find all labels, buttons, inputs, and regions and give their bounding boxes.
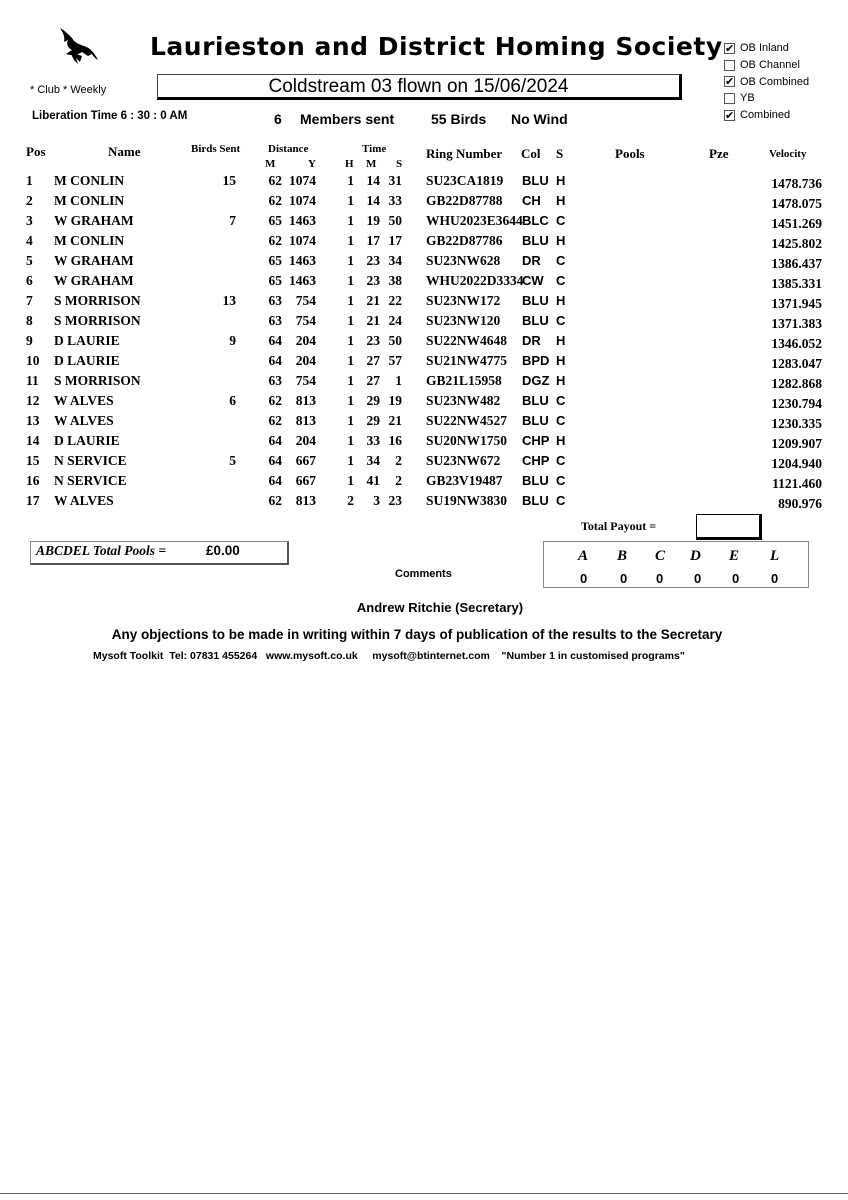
option-ob-combined[interactable] xyxy=(724,74,809,91)
result-name: D LAURIE xyxy=(54,433,120,448)
software-credit: Mysoft Toolkit Tel: 07831 455264 www.mysoft.co.uk mysoft@btinternet.com "Number 1 in customised programs" xyxy=(93,650,685,662)
result-ring-number: SU23CA1819 xyxy=(426,173,504,188)
result-distance-yards: 1463 xyxy=(289,213,316,228)
race-title: Coldstream 03 flown on 15/06/2024 xyxy=(157,74,682,100)
result-ring-number: WHU2022D3334 xyxy=(426,273,524,288)
result-distance-miles: 62 xyxy=(268,393,282,408)
col-header-time: Time xyxy=(362,143,387,155)
table-row xyxy=(0,253,848,273)
result-name: W ALVES xyxy=(54,493,114,508)
result-name: M CONLIN xyxy=(54,193,125,208)
result-ring-number: SU22NW4527 xyxy=(426,413,508,428)
result-colour: BPD xyxy=(522,353,550,368)
result-time-minutes: 21 xyxy=(366,313,380,328)
result-sex: C xyxy=(556,313,566,328)
option-label: Combined xyxy=(740,109,791,122)
bottom-rule xyxy=(0,1193,848,1194)
comments-label: Comments xyxy=(395,568,452,580)
wind-condition: No Wind xyxy=(511,111,568,127)
result-colour: BLU xyxy=(522,173,549,188)
col-header-time-m: M xyxy=(366,158,377,170)
result-time-hours: 1 xyxy=(347,373,354,388)
result-velocity: 1386.437 xyxy=(771,256,822,271)
result-name: S MORRISON xyxy=(54,293,141,308)
col-header-col: Col xyxy=(521,146,541,161)
result-distance-yards: 1463 xyxy=(289,273,316,288)
checkbox-ob-combined[interactable]: ✔ xyxy=(725,76,735,89)
result-ring-number: SU19NW3830 xyxy=(426,493,508,508)
members-count: 6 xyxy=(274,111,282,127)
result-name: W GRAHAM xyxy=(54,273,134,288)
result-sex: H xyxy=(556,193,566,208)
result-time-seconds: 22 xyxy=(388,293,402,308)
result-distance-yards: 204 xyxy=(295,333,316,348)
result-time-hours: 1 xyxy=(347,293,354,308)
col-header-pze: Pze xyxy=(709,146,729,161)
result-sex: C xyxy=(556,413,566,428)
result-time-minutes: 34 xyxy=(366,453,380,468)
result-sex: H xyxy=(556,373,566,388)
result-time-minutes: 14 xyxy=(366,193,380,208)
result-velocity: 1204.940 xyxy=(771,456,822,471)
result-ring-number: GB21L15958 xyxy=(426,373,502,388)
result-birds-sent: 15 xyxy=(222,173,236,188)
col-header-pools: Pools xyxy=(615,146,645,161)
result-time-seconds: 57 xyxy=(388,353,402,368)
result-sex: C xyxy=(556,213,566,228)
result-time-hours: 1 xyxy=(347,213,354,228)
result-distance-miles: 64 xyxy=(268,453,282,468)
result-time-seconds: 50 xyxy=(388,213,402,228)
result-name: D LAURIE xyxy=(54,333,120,348)
result-colour: CHP xyxy=(522,433,550,448)
pool-value-c: 0 xyxy=(656,571,664,586)
pool-letter-a: A xyxy=(578,548,589,564)
result-colour: BLC xyxy=(522,213,549,228)
result-colour: BLU xyxy=(522,393,549,408)
result-sex: C xyxy=(556,453,566,468)
result-ring-number: GB23V19487 xyxy=(426,473,503,488)
pool-letter-e: E xyxy=(729,548,740,564)
result-ring-number: GB22D87786 xyxy=(426,233,503,248)
result-distance-miles: 62 xyxy=(268,413,282,428)
col-header-name: Name xyxy=(108,144,141,159)
result-distance-yards: 754 xyxy=(295,293,316,308)
result-colour: BLU xyxy=(522,293,549,308)
result-pos: 16 xyxy=(26,473,40,488)
result-time-seconds: 31 xyxy=(388,173,402,188)
table-row xyxy=(0,173,848,193)
option-ob-channel[interactable] xyxy=(724,57,809,74)
result-velocity: 1282.868 xyxy=(771,376,822,391)
result-time-seconds: 2 xyxy=(395,453,402,468)
col-header-dist-m: M xyxy=(265,158,276,170)
result-time-hours: 1 xyxy=(347,173,354,188)
table-row xyxy=(0,493,848,513)
result-time-hours: 1 xyxy=(347,233,354,248)
result-velocity: 1385.331 xyxy=(771,276,822,291)
result-colour: BLU xyxy=(522,473,549,488)
result-colour: BLU xyxy=(522,233,549,248)
option-label: OB Channel xyxy=(740,58,800,71)
result-distance-yards: 1463 xyxy=(289,253,316,268)
result-pos: 4 xyxy=(26,233,33,248)
result-distance-yards: 667 xyxy=(295,453,316,468)
result-time-hours: 2 xyxy=(347,493,354,508)
secretary-name: Andrew Ritchie (Secretary) xyxy=(356,600,524,615)
result-pos: 1 xyxy=(26,173,33,188)
result-velocity: 890.976 xyxy=(778,496,822,511)
pool-letter-l: L xyxy=(770,548,780,564)
result-velocity: 1346.052 xyxy=(771,336,822,351)
result-colour: DR xyxy=(522,253,541,268)
result-sex: C xyxy=(556,253,566,268)
col-header-distance: Distance xyxy=(268,143,309,155)
result-time-hours: 1 xyxy=(347,453,354,468)
checkbox-ob-channel[interactable] xyxy=(724,60,735,71)
checkbox-ob-inland[interactable]: ✔ xyxy=(725,42,735,55)
result-pos: 6 xyxy=(26,273,33,288)
result-distance-miles: 63 xyxy=(268,373,282,388)
result-sex: H xyxy=(556,233,566,248)
result-colour: BLU xyxy=(522,413,549,428)
result-name: W ALVES xyxy=(54,413,114,428)
col-header-velocity: Velocity xyxy=(769,148,807,160)
result-ring-number: SU23NW628 xyxy=(426,253,501,268)
result-time-hours: 1 xyxy=(347,253,354,268)
result-time-minutes: 14 xyxy=(366,173,380,188)
result-time-seconds: 24 xyxy=(388,313,402,328)
result-name: N SERVICE xyxy=(54,473,127,488)
result-distance-miles: 63 xyxy=(268,293,282,308)
result-distance-miles: 62 xyxy=(268,233,282,248)
result-velocity: 1371.383 xyxy=(771,316,822,331)
result-sex: H xyxy=(556,173,566,188)
result-time-minutes: 29 xyxy=(366,413,380,428)
result-distance-miles: 64 xyxy=(268,473,282,488)
result-birds-sent: 5 xyxy=(229,453,236,468)
result-distance-miles: 63 xyxy=(268,313,282,328)
result-name: S MORRISON xyxy=(54,373,141,388)
result-time-seconds: 33 xyxy=(388,193,402,208)
result-time-minutes: 21 xyxy=(366,293,380,308)
result-time-seconds: 19 xyxy=(388,393,402,408)
table-row xyxy=(0,213,848,233)
checkbox-combined[interactable]: ✔ xyxy=(725,110,735,123)
result-colour: DGZ xyxy=(522,373,550,388)
result-time-minutes: 23 xyxy=(366,333,380,348)
birds-count: 55 Birds xyxy=(431,111,487,127)
option-combined[interactable] xyxy=(724,107,809,124)
option-yb[interactable] xyxy=(724,90,809,107)
result-time-minutes: 29 xyxy=(366,393,380,408)
table-row xyxy=(0,473,848,493)
result-distance-yards: 1074 xyxy=(289,233,316,248)
result-time-seconds: 2 xyxy=(395,473,402,488)
table-row xyxy=(0,313,848,333)
pool-value-d: 0 xyxy=(694,571,702,586)
race-options xyxy=(724,40,809,124)
col-header-time-s: S xyxy=(396,158,403,170)
result-sex: H xyxy=(556,293,566,308)
result-time-hours: 1 xyxy=(347,413,354,428)
result-distance-yards: 813 xyxy=(295,413,316,428)
result-birds-sent: 13 xyxy=(222,293,236,308)
result-time-minutes: 23 xyxy=(366,273,380,288)
col-header-pos: Pos xyxy=(26,144,46,159)
result-time-hours: 1 xyxy=(347,393,354,408)
result-time-seconds: 1 xyxy=(395,373,402,388)
result-ring-number: SU23NW482 xyxy=(426,393,501,408)
checkbox-yb[interactable] xyxy=(724,93,735,104)
result-name: M CONLIN xyxy=(54,173,125,188)
table-row xyxy=(0,373,848,393)
result-time-hours: 1 xyxy=(347,353,354,368)
table-row xyxy=(0,353,848,373)
result-distance-yards: 1074 xyxy=(289,193,316,208)
pool-value-a: 0 xyxy=(580,571,588,586)
result-pos: 12 xyxy=(26,393,40,408)
result-distance-yards: 754 xyxy=(295,313,316,328)
col-header-dist-y: Y xyxy=(308,158,316,170)
result-pos: 3 xyxy=(26,213,33,228)
pool-letter-b: B xyxy=(617,548,628,564)
result-distance-miles: 64 xyxy=(268,353,282,368)
result-colour: BLU xyxy=(522,493,549,508)
result-velocity: 1230.794 xyxy=(771,396,822,411)
result-time-minutes: 19 xyxy=(366,213,380,228)
table-row xyxy=(0,453,848,473)
result-velocity: 1121.460 xyxy=(772,476,822,491)
result-distance-yards: 1074 xyxy=(289,173,316,188)
result-distance-miles: 62 xyxy=(268,493,282,508)
result-velocity: 1209.907 xyxy=(771,436,822,451)
pool-letter-d: D xyxy=(690,548,701,564)
result-sex: H xyxy=(556,433,566,448)
result-time-hours: 1 xyxy=(347,193,354,208)
result-velocity: 1451.269 xyxy=(771,216,822,231)
result-distance-miles: 62 xyxy=(268,173,282,188)
result-sex: C xyxy=(556,393,566,408)
option-label: YB xyxy=(740,92,755,105)
result-birds-sent: 7 xyxy=(229,213,236,228)
result-velocity: 1230.335 xyxy=(771,416,822,431)
table-row xyxy=(0,413,848,433)
result-pos: 8 xyxy=(26,313,33,328)
result-time-seconds: 50 xyxy=(388,333,402,348)
table-row xyxy=(0,193,848,213)
result-ring-number: GB22D87788 xyxy=(426,193,503,208)
table-row xyxy=(0,273,848,293)
option-ob-inland[interactable] xyxy=(724,40,809,57)
result-birds-sent: 6 xyxy=(229,393,236,408)
result-name: S MORRISON xyxy=(54,313,141,328)
option-label: OB Inland xyxy=(740,42,789,54)
result-velocity: 1478.736 xyxy=(771,176,822,191)
result-time-hours: 1 xyxy=(347,473,354,488)
result-time-seconds: 34 xyxy=(388,253,402,268)
result-distance-miles: 64 xyxy=(268,433,282,448)
total-pools-value: £0.00 xyxy=(206,543,240,558)
total-pools-label: ABCDEL Total Pools = xyxy=(36,543,167,558)
result-distance-yards: 204 xyxy=(295,353,316,368)
table-row xyxy=(0,393,848,413)
result-name: M CONLIN xyxy=(54,233,125,248)
result-distance-yards: 813 xyxy=(295,393,316,408)
result-velocity: 1283.047 xyxy=(771,356,822,371)
result-sex: C xyxy=(556,473,566,488)
result-name: D LAURIE xyxy=(54,353,120,368)
club-type: * Club * Weekly xyxy=(30,84,107,96)
result-pos: 15 xyxy=(26,453,40,468)
table-row xyxy=(0,333,848,353)
result-name: N SERVICE xyxy=(54,453,127,468)
result-distance-miles: 62 xyxy=(268,193,282,208)
result-time-minutes: 27 xyxy=(366,353,380,368)
col-header-time-h: H xyxy=(345,158,354,170)
table-row xyxy=(0,433,848,453)
result-pos: 17 xyxy=(26,493,40,508)
result-time-seconds: 16 xyxy=(388,433,402,448)
result-time-hours: 1 xyxy=(347,333,354,348)
result-time-minutes: 41 xyxy=(366,473,380,488)
pool-letter-c: C xyxy=(655,548,666,564)
result-pos: 9 xyxy=(26,333,33,348)
result-time-minutes: 23 xyxy=(366,253,380,268)
result-pos: 2 xyxy=(26,193,33,208)
result-ring-number: SU23NW120 xyxy=(426,313,501,328)
result-pos: 5 xyxy=(26,253,33,268)
result-velocity: 1478.075 xyxy=(771,196,822,211)
result-time-minutes: 33 xyxy=(366,433,380,448)
result-colour: CHP xyxy=(522,453,550,468)
result-distance-yards: 813 xyxy=(295,493,316,508)
page-title: Laurieston and District Homing Society xyxy=(150,32,723,61)
result-distance-yards: 754 xyxy=(295,373,316,388)
liberation-time: Liberation Time 6 : 30 : 0 AM xyxy=(32,110,188,122)
result-pos: 13 xyxy=(26,413,40,428)
result-distance-miles: 65 xyxy=(268,253,282,268)
result-name: W GRAHAM xyxy=(54,213,134,228)
result-time-minutes: 3 xyxy=(373,493,380,508)
total-payout-box xyxy=(696,514,762,540)
result-sex: H xyxy=(556,333,566,348)
result-pos: 11 xyxy=(26,373,39,388)
table-row xyxy=(0,293,848,313)
result-time-minutes: 17 xyxy=(366,233,380,248)
result-time-seconds: 23 xyxy=(388,493,402,508)
result-pos: 7 xyxy=(26,293,33,308)
result-ring-number: SU23NW672 xyxy=(426,453,501,468)
members-label: Members sent xyxy=(300,111,395,127)
result-colour: DR xyxy=(522,333,541,348)
result-distance-miles: 64 xyxy=(268,333,282,348)
result-velocity: 1425.802 xyxy=(771,236,822,251)
result-birds-sent: 9 xyxy=(229,333,236,348)
result-ring-number: SU22NW4648 xyxy=(426,333,508,348)
result-time-minutes: 27 xyxy=(366,373,380,388)
result-pos: 10 xyxy=(26,353,40,368)
result-pos: 14 xyxy=(26,433,40,448)
result-distance-yards: 667 xyxy=(295,473,316,488)
result-ring-number: WHU2023E3644 xyxy=(426,213,523,228)
pool-value-e: 0 xyxy=(732,571,740,586)
total-payout-label: Total Payout = xyxy=(581,519,657,533)
result-time-hours: 1 xyxy=(347,273,354,288)
result-colour: CH xyxy=(522,193,541,208)
result-time-seconds: 21 xyxy=(388,413,402,428)
col-header-birds-sent: Birds Sent xyxy=(191,143,241,155)
result-time-hours: 1 xyxy=(347,313,354,328)
result-colour: CW xyxy=(522,273,544,288)
pigeon-logo-icon xyxy=(52,26,100,66)
result-sex: C xyxy=(556,273,566,288)
result-velocity: 1371.945 xyxy=(771,296,822,311)
result-distance-miles: 65 xyxy=(268,273,282,288)
col-header-ring: Ring Number xyxy=(426,146,503,161)
pool-value-b: 0 xyxy=(620,571,628,586)
result-ring-number: SU23NW172 xyxy=(426,293,501,308)
result-name: W GRAHAM xyxy=(54,253,134,268)
result-ring-number: SU20NW1750 xyxy=(426,433,508,448)
objections-notice: Any objections to be made in writing within 7 days of publication of the results to the Secretary xyxy=(111,627,723,642)
result-distance-yards: 204 xyxy=(295,433,316,448)
col-header-sex: S xyxy=(556,146,564,161)
table-row xyxy=(0,233,848,253)
result-ring-number: SU21NW4775 xyxy=(426,353,508,368)
result-sex: C xyxy=(556,493,566,508)
result-colour: BLU xyxy=(522,313,549,328)
result-time-seconds: 38 xyxy=(388,273,402,288)
result-time-seconds: 17 xyxy=(388,233,402,248)
option-label: OB Combined xyxy=(740,75,810,88)
result-distance-miles: 65 xyxy=(268,213,282,228)
result-sex: H xyxy=(556,353,566,368)
pool-value-l: 0 xyxy=(771,571,779,586)
result-name: W ALVES xyxy=(54,393,114,408)
result-time-hours: 1 xyxy=(347,433,354,448)
